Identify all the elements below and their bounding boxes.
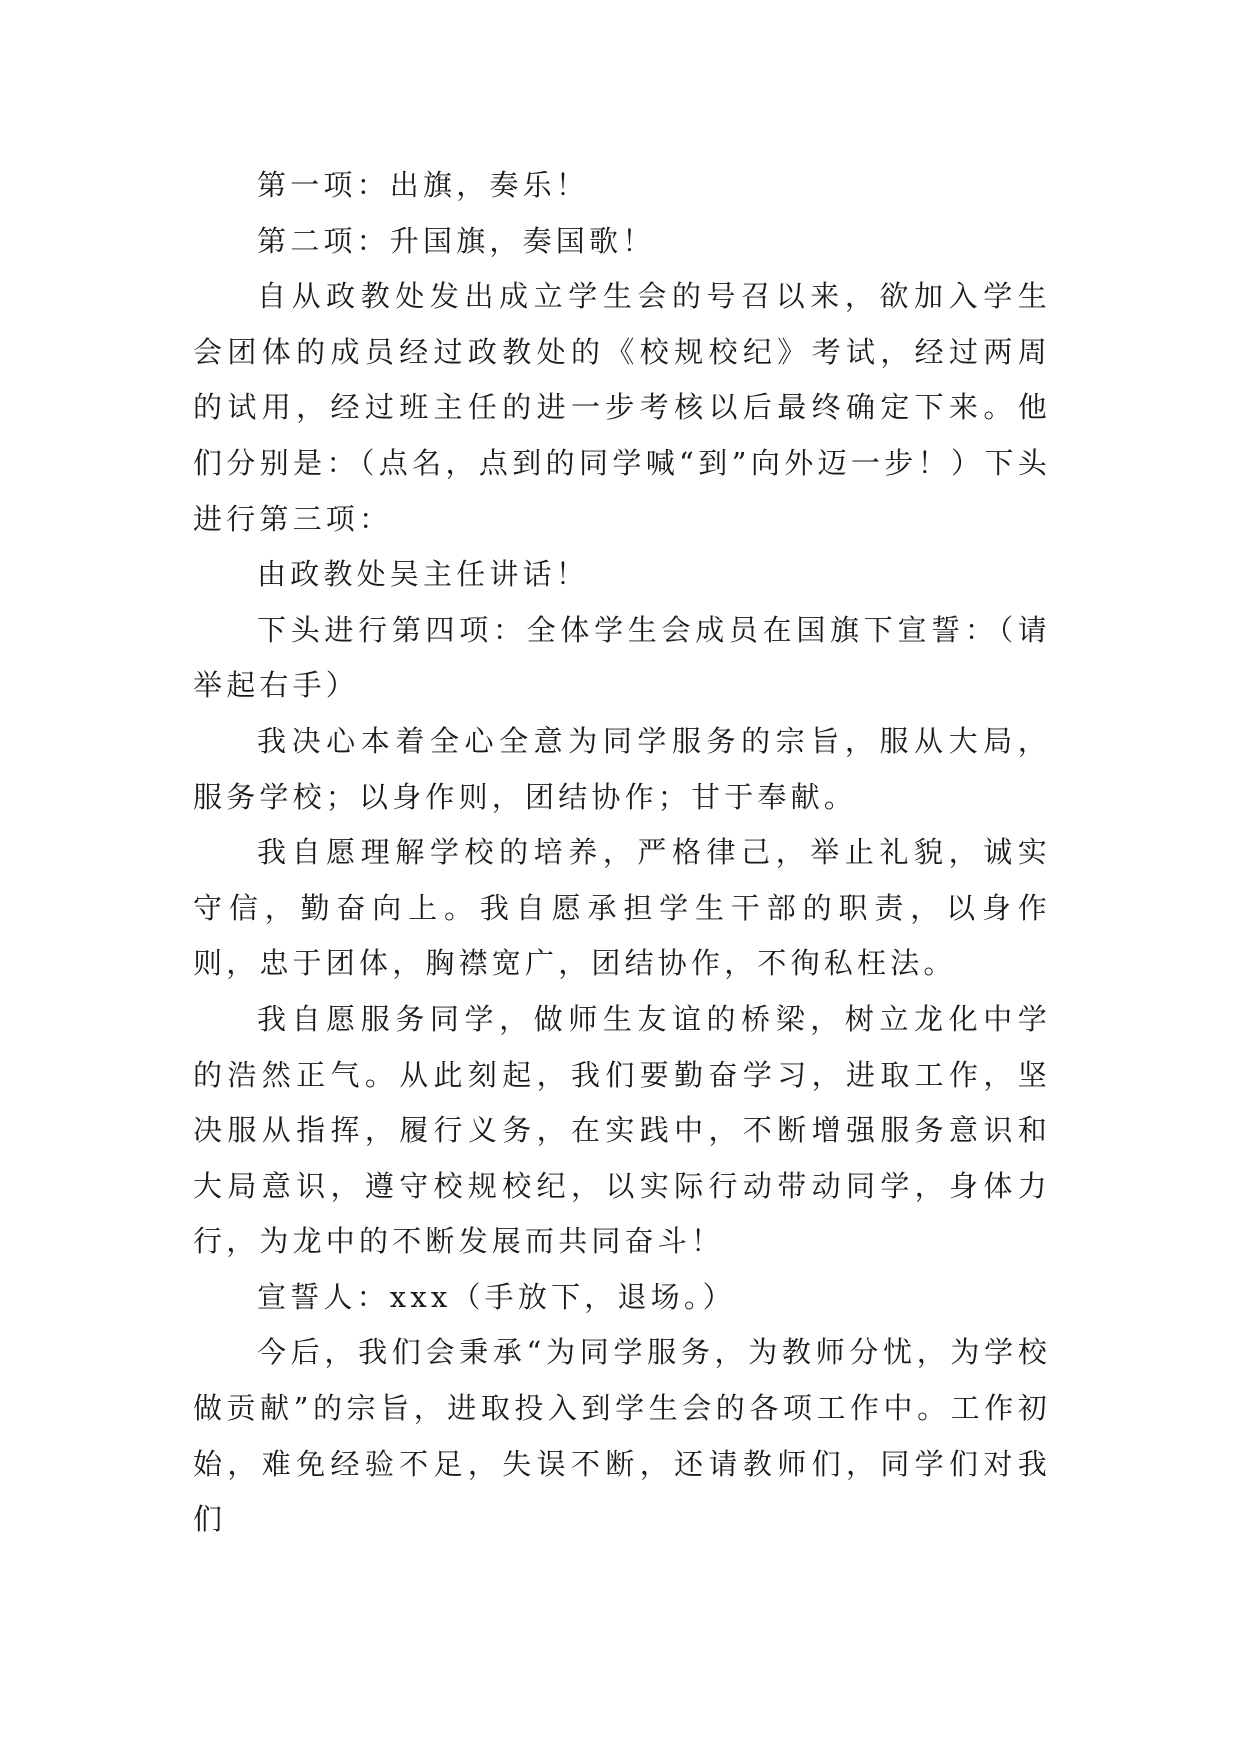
paragraph-speech: 由政教处吴主任讲话！: [257, 557, 590, 592]
paragraph-item-4: 下头进行第四项：全体学生会成员在国旗下宣誓：（请举起右手）: [193, 612, 1051, 703]
paragraph-recruitment: 自从政教处发出成立学生会的号召以来，欲加入学生会团体的成员经过政教处的《校规校纪》考试，经过两周的试用，经过班主任的进一步考核以后最终确定下来。他们分别是：（点名，点到的同学喊“到”向外迈一步！）下头进行第三项：: [193, 279, 1051, 536]
paragraph-oath-1: 我决心本着全心全意为同学服务的宗旨，服从大局，服务学校；以身作则，团结协作；甘于奉献。: [193, 723, 1051, 814]
document-body: [193, 158, 1051, 1548]
paragraph-closing: 今后，我们会秉承“为同学服务，为教师分忧，为学校做贡献”的宗旨，进取投入到学生会的各项工作中。工作初始，难免经验不足，失误不断，还请教师们，同学们对我们: [193, 1335, 1051, 1537]
paragraph-item-2: 第二项：升国旗，奏国歌！: [257, 223, 656, 258]
paragraph-oath-2: 我自愿理解学校的培养，严格律己，举止礼貌，诚实守信，勤奋向上。我自愿承担学生干部的职责，以身作则，忠于团体，胸襟宽广，团结协作，不徇私枉法。: [193, 835, 1051, 981]
paragraph-item-1: 第一项：出旗，奏乐！: [257, 168, 590, 202]
paragraph-oath-3: 我自愿服务同学，做师生友谊的桥梁，树立龙化中学的浩然正气。从此刻起，我们要勤奋学习，进取工作，坚决服从指挥，履行义务，在实践中，不断增强服务意识和大局意识，遵守校规校纪，以实际行动带动同学，身体力行，为龙中的不断发展而共同奋斗！: [193, 1001, 1051, 1259]
paragraph-oath-signer: 宣誓人：xxx（手放下，退场。）: [257, 1279, 736, 1314]
